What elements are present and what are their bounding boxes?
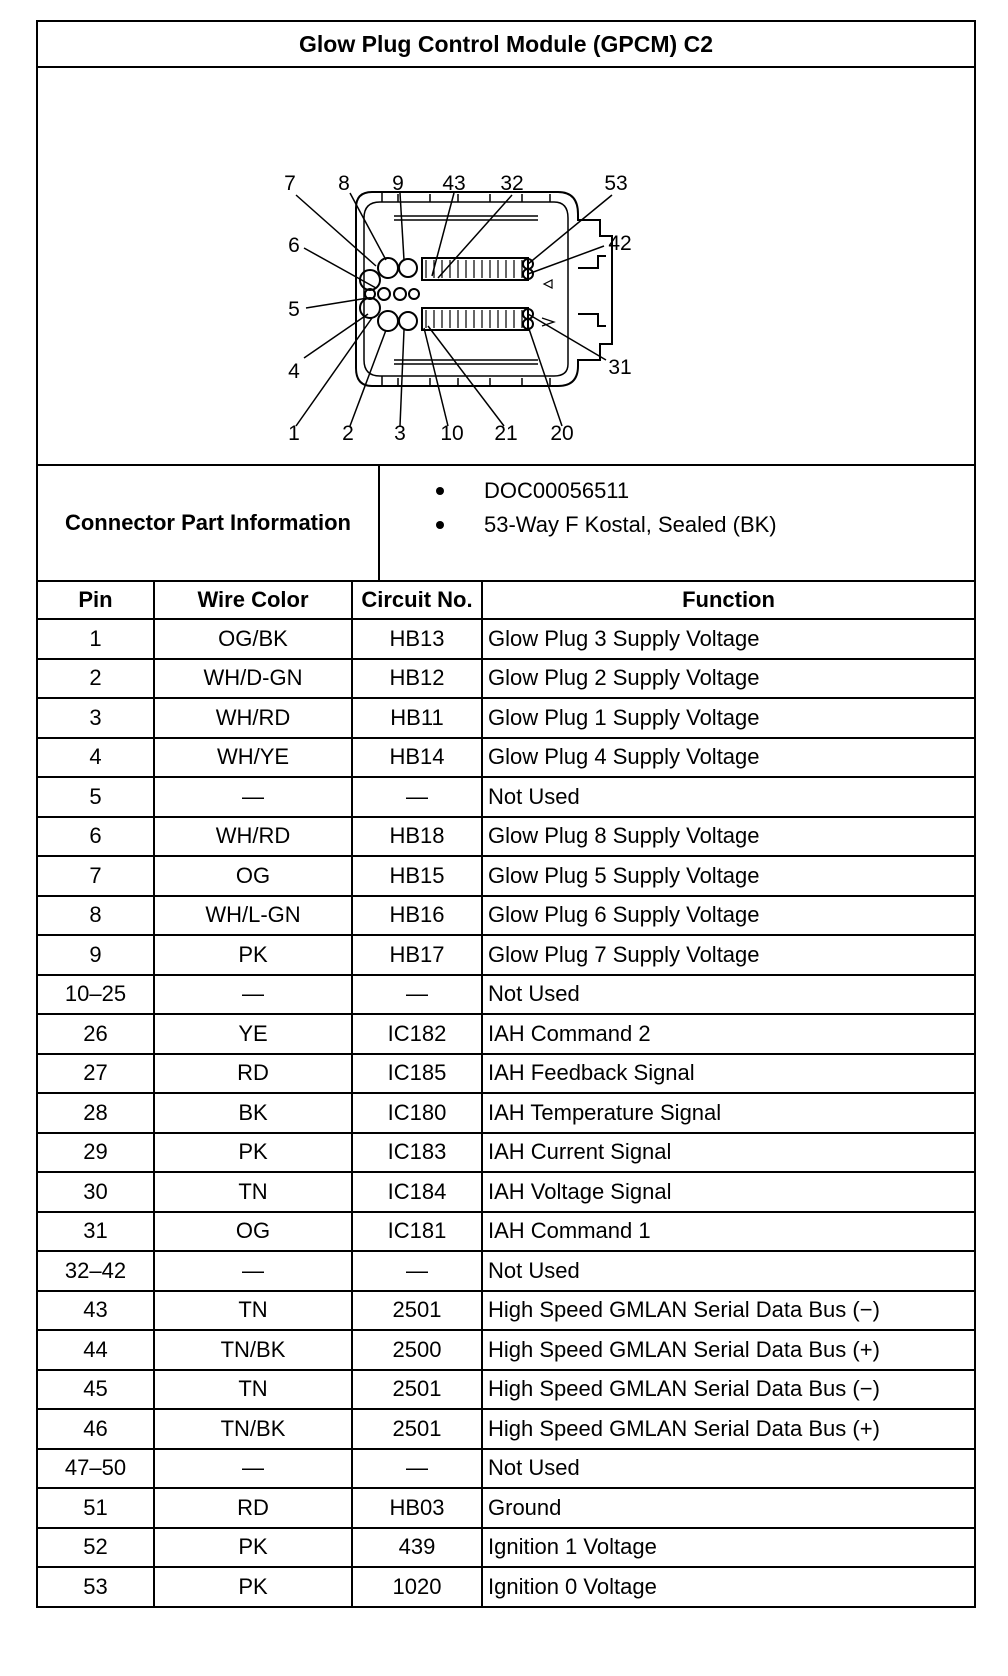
circuit-cell: HB15 <box>352 856 482 896</box>
function-cell: Glow Plug 8 Supply Voltage <box>482 817 974 857</box>
column-header-wire-color: Wire Color <box>154 582 352 619</box>
connector-part-number: DOC00056511 <box>484 478 630 503</box>
wire-color-cell: TN <box>154 1370 352 1410</box>
function-cell: IAH Command 2 <box>482 1014 974 1054</box>
circuit-cell: HB13 <box>352 619 482 659</box>
function-cell: Ignition 0 Voltage <box>482 1567 974 1606</box>
circuit-cell: IC184 <box>352 1172 482 1212</box>
pin-cell: 32–42 <box>38 1251 154 1291</box>
wire-color-cell: — <box>154 777 352 817</box>
pin-cell: 2 <box>38 659 154 699</box>
pin-label: 32 <box>500 172 524 195</box>
pin-label: 3 <box>394 422 406 445</box>
function-cell: Ignition 1 Voltage <box>482 1528 974 1568</box>
function-cell: High Speed GMLAN Serial Data Bus (−) <box>482 1291 974 1331</box>
pin-label: 21 <box>494 422 518 445</box>
circuit-cell: IC183 <box>352 1133 482 1173</box>
wire-color-cell: YE <box>154 1014 352 1054</box>
circuit-cell: — <box>352 777 482 817</box>
pin-label: 43 <box>442 172 466 195</box>
pin-label: 6 <box>288 234 300 257</box>
wire-color-cell: TN/BK <box>154 1409 352 1449</box>
table-row <box>38 1172 974 1212</box>
pin-cell: 8 <box>38 896 154 936</box>
table-row <box>38 1291 974 1331</box>
table-header-row <box>38 582 974 619</box>
table-row <box>38 975 974 1015</box>
function-cell: High Speed GMLAN Serial Data Bus (−) <box>482 1370 974 1410</box>
function-cell: Glow Plug 5 Supply Voltage <box>482 856 974 896</box>
pin-cell: 10–25 <box>38 975 154 1015</box>
pin-label: 10 <box>440 422 464 445</box>
function-cell: High Speed GMLAN Serial Data Bus (+) <box>482 1409 974 1449</box>
wire-color-cell: PK <box>154 1133 352 1173</box>
table-row <box>38 1093 974 1133</box>
function-cell: Not Used <box>482 1251 974 1291</box>
table-row <box>38 738 974 778</box>
wire-color-cell: TN/BK <box>154 1330 352 1370</box>
table-row <box>38 1330 974 1370</box>
connector-description: 53-Way F Kostal, Sealed (BK) <box>484 512 777 537</box>
pin-cell: 7 <box>38 856 154 896</box>
circuit-cell: — <box>352 1449 482 1489</box>
pin-cell: 45 <box>38 1370 154 1410</box>
function-cell: Not Used <box>482 975 974 1015</box>
column-header-circuit: Circuit No. <box>352 582 482 619</box>
wire-color-cell: PK <box>154 1528 352 1568</box>
pin-label: 1 <box>288 422 300 445</box>
pin-label: 2 <box>342 422 354 445</box>
pin-cell: 51 <box>38 1488 154 1528</box>
circuit-cell: HB03 <box>352 1488 482 1528</box>
table-row <box>38 1409 974 1449</box>
table-row <box>38 1528 974 1568</box>
pin-label: 7 <box>284 172 296 195</box>
table-row <box>38 935 974 975</box>
table-row <box>38 1370 974 1410</box>
circuit-cell: HB11 <box>352 698 482 738</box>
wire-color-cell: — <box>154 1449 352 1489</box>
pin-label: 8 <box>338 172 350 195</box>
wire-color-cell: RD <box>154 1488 352 1528</box>
circuit-cell: 2500 <box>352 1330 482 1370</box>
circuit-cell: 2501 <box>352 1409 482 1449</box>
pin-cell: 3 <box>38 698 154 738</box>
wire-color-cell: — <box>154 1251 352 1291</box>
circuit-cell: HB18 <box>352 817 482 857</box>
column-header-pin: Pin <box>38 582 154 619</box>
function-cell: Not Used <box>482 777 974 817</box>
pin-cell: 28 <box>38 1093 154 1133</box>
function-cell: Glow Plug 4 Supply Voltage <box>482 738 974 778</box>
function-cell: IAH Current Signal <box>482 1133 974 1173</box>
pinout-table-body <box>38 619 974 1606</box>
table-row <box>38 1567 974 1606</box>
circuit-cell: — <box>352 1251 482 1291</box>
pin-cell: 6 <box>38 817 154 857</box>
wire-color-cell: WH/YE <box>154 738 352 778</box>
circuit-cell: 2501 <box>352 1291 482 1331</box>
connector-part-info-label: Connector Part Information <box>38 466 380 580</box>
table-row <box>38 1212 974 1252</box>
table-row <box>38 698 974 738</box>
table-row <box>38 1449 974 1489</box>
function-cell: IAH Command 1 <box>482 1212 974 1252</box>
circuit-cell: IC185 <box>352 1054 482 1094</box>
table-row <box>38 896 974 936</box>
pin-cell: 26 <box>38 1014 154 1054</box>
table-row <box>38 1251 974 1291</box>
circuit-cell: 1020 <box>352 1567 482 1606</box>
connector-face-drawing <box>38 68 974 464</box>
table-row <box>38 1133 974 1173</box>
pin-label: 42 <box>608 232 632 255</box>
table-row <box>38 817 974 857</box>
bullet-icon <box>436 521 444 529</box>
table-row <box>38 777 974 817</box>
function-cell: Glow Plug 3 Supply Voltage <box>482 619 974 659</box>
wire-color-cell: RD <box>154 1054 352 1094</box>
circuit-cell: — <box>352 975 482 1015</box>
function-cell: Glow Plug 1 Supply Voltage <box>482 698 974 738</box>
table-row <box>38 1014 974 1054</box>
list-item <box>380 474 974 508</box>
pin-label: 9 <box>392 172 404 195</box>
table-row <box>38 1054 974 1094</box>
pin-cell: 5 <box>38 777 154 817</box>
connector-sheet <box>36 20 976 1608</box>
function-cell: Ground <box>482 1488 974 1528</box>
circuit-cell: HB12 <box>352 659 482 699</box>
column-header-function: Function <box>482 582 974 619</box>
pin-cell: 30 <box>38 1172 154 1212</box>
table-row <box>38 1488 974 1528</box>
wire-color-cell: WH/D-GN <box>154 659 352 699</box>
pin-cell: 46 <box>38 1409 154 1449</box>
wire-color-cell: WH/RD <box>154 698 352 738</box>
bullet-icon <box>436 487 444 495</box>
function-cell: IAH Temperature Signal <box>482 1093 974 1133</box>
pin-cell: 47–50 <box>38 1449 154 1489</box>
circuit-cell: IC182 <box>352 1014 482 1054</box>
pin-label: 53 <box>604 172 628 195</box>
pin-label: 4 <box>288 360 300 383</box>
wire-color-cell: OG <box>154 856 352 896</box>
wire-color-cell: BK <box>154 1093 352 1133</box>
function-cell: IAH Feedback Signal <box>482 1054 974 1094</box>
table-row <box>38 619 974 659</box>
wire-color-cell: OG <box>154 1212 352 1252</box>
function-cell: Not Used <box>482 1449 974 1489</box>
pin-cell: 31 <box>38 1212 154 1252</box>
function-cell: IAH Voltage Signal <box>482 1172 974 1212</box>
pin-cell: 29 <box>38 1133 154 1173</box>
pin-cell: 43 <box>38 1291 154 1331</box>
table-row <box>38 659 974 699</box>
function-cell: Glow Plug 6 Supply Voltage <box>482 896 974 936</box>
pin-cell: 44 <box>38 1330 154 1370</box>
pin-cell: 9 <box>38 935 154 975</box>
circuit-cell: HB17 <box>352 935 482 975</box>
function-cell: High Speed GMLAN Serial Data Bus (+) <box>482 1330 974 1370</box>
wire-color-cell: OG/BK <box>154 619 352 659</box>
pin-cell: 53 <box>38 1567 154 1606</box>
list-item <box>380 508 974 542</box>
wire-color-cell: WH/L-GN <box>154 896 352 936</box>
function-cell: Glow Plug 7 Supply Voltage <box>482 935 974 975</box>
wire-color-cell: WH/RD <box>154 817 352 857</box>
circuit-cell: 439 <box>352 1528 482 1568</box>
wire-color-cell: TN <box>154 1172 352 1212</box>
circuit-cell: HB14 <box>352 738 482 778</box>
pin-label: 5 <box>288 298 300 321</box>
pinout-table <box>38 582 974 1606</box>
pin-cell: 4 <box>38 738 154 778</box>
wire-color-cell: PK <box>154 935 352 975</box>
connector-part-info-list <box>380 466 974 580</box>
wire-color-cell: PK <box>154 1567 352 1606</box>
wire-color-cell: TN <box>154 1291 352 1331</box>
pin-cell: 52 <box>38 1528 154 1568</box>
wire-color-cell: — <box>154 975 352 1015</box>
page-title: Glow Plug Control Module (GPCM) C2 <box>38 22 974 68</box>
circuit-cell: IC181 <box>352 1212 482 1252</box>
pin-label: 20 <box>550 422 574 445</box>
circuit-cell: IC180 <box>352 1093 482 1133</box>
circuit-cell: HB16 <box>352 896 482 936</box>
circuit-cell: 2501 <box>352 1370 482 1410</box>
connector-part-information <box>38 466 974 582</box>
pin-label: 31 <box>608 356 632 379</box>
pin-cell: 1 <box>38 619 154 659</box>
table-row <box>38 856 974 896</box>
connector-diagram <box>38 68 974 466</box>
function-cell: Glow Plug 2 Supply Voltage <box>482 659 974 699</box>
pin-cell: 27 <box>38 1054 154 1094</box>
